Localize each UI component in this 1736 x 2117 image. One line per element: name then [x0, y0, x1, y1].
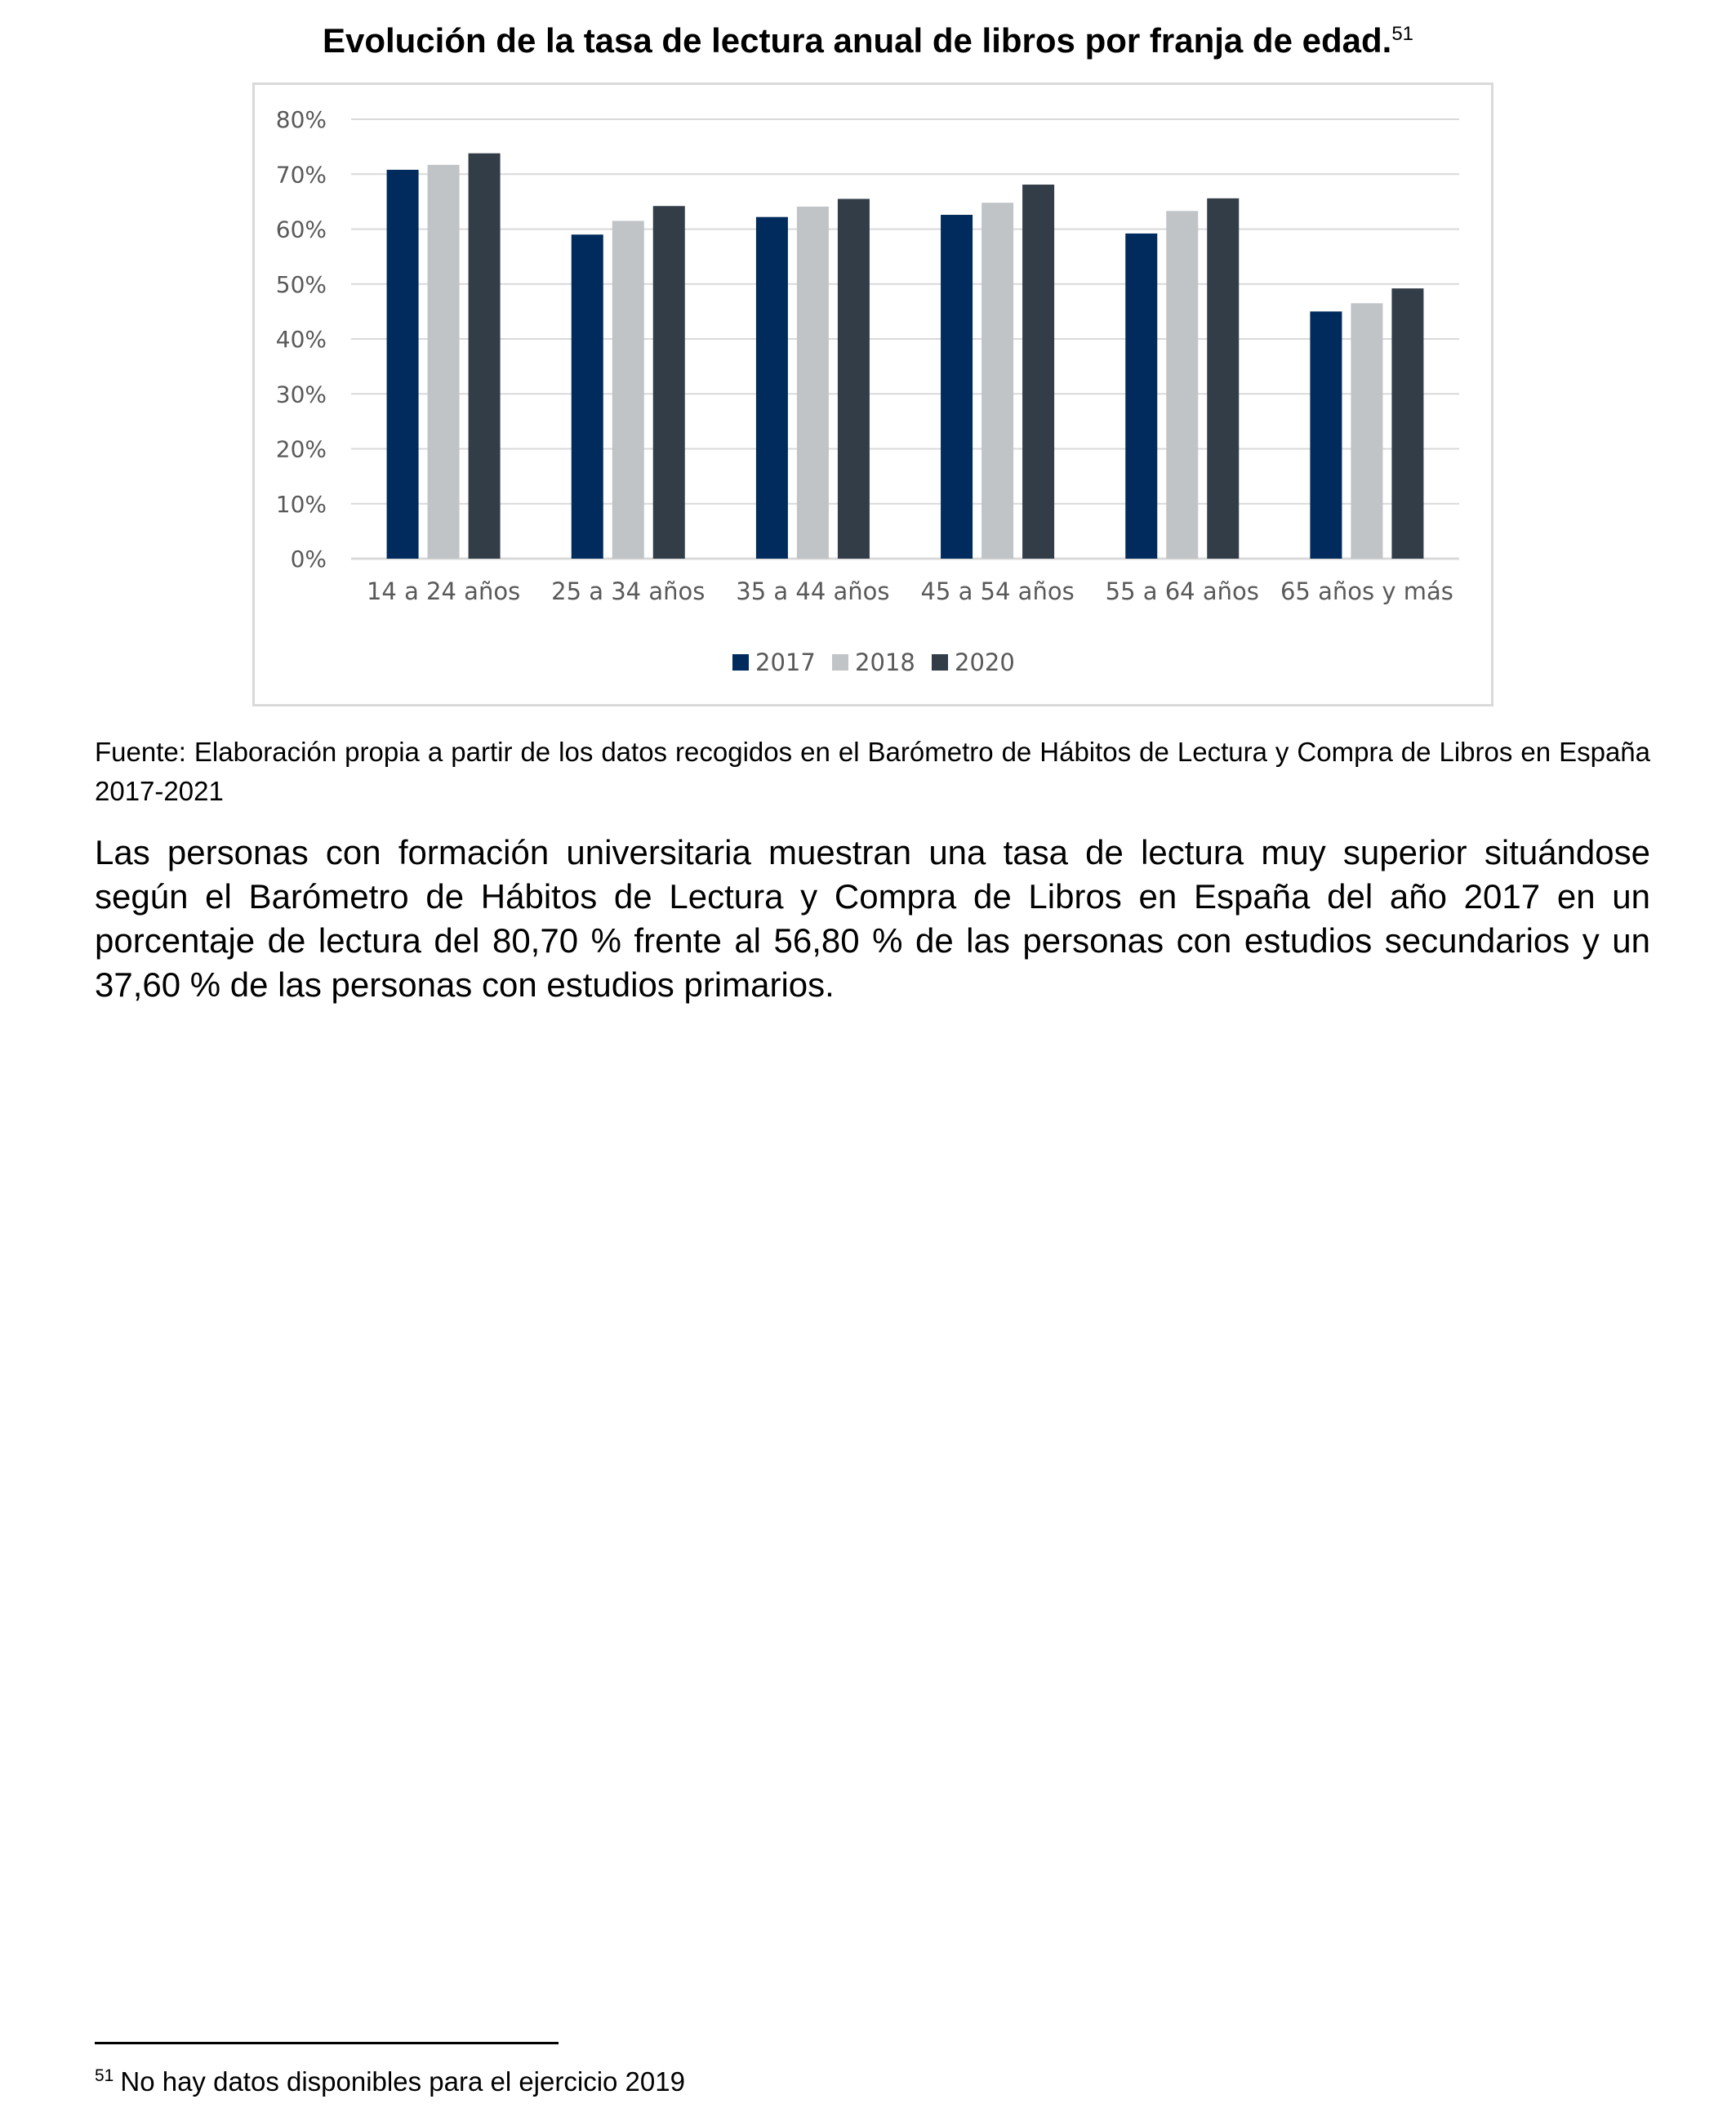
x-tick-label: 25 a 34 años — [551, 577, 706, 605]
body-paragraph: Las personas con formación universitaria muestran una tasa de lectura muy superior situándose según el Barómetro de Hábitos de Lectura y Compra de Libros en España del año 2017 en un porcentaje de lectura del 80,70 % frente al 56,80 % de las personas con estudios secundarios y un 37,60 % de las personas con estudios primarios. — [95, 833, 1650, 1004]
x-tick-label: 45 a 54 años — [920, 577, 1075, 605]
bar — [1022, 185, 1054, 559]
y-tick-label: 60% — [275, 216, 327, 243]
footnote-separator — [95, 2042, 559, 2044]
legend-swatch — [832, 654, 848, 671]
legend-swatch — [732, 654, 749, 671]
chart-title-footnote-ref[interactable]: 51 — [1391, 23, 1414, 45]
y-tick-label: 80% — [275, 106, 327, 133]
bar — [1125, 234, 1157, 559]
bar — [1207, 198, 1239, 559]
footnote — [95, 2058, 685, 2100]
x-tick-label: 65 años y más — [1280, 577, 1453, 605]
bar — [653, 206, 685, 559]
bar — [756, 217, 788, 559]
bar — [982, 203, 1013, 559]
bar — [838, 199, 870, 559]
bar — [469, 154, 501, 559]
bar — [1310, 311, 1342, 559]
x-tick-label: 14 a 24 años — [366, 577, 521, 605]
y-tick-label: 20% — [275, 435, 327, 463]
bar — [797, 207, 829, 559]
x-tick-label: 55 a 64 años — [1105, 577, 1259, 605]
bar — [612, 221, 644, 559]
y-tick-label: 0% — [290, 546, 327, 573]
footnote-number: 51 — [95, 2066, 114, 2085]
y-tick-label: 40% — [275, 326, 327, 353]
chart-title — [0, 11, 1736, 64]
bar — [1351, 303, 1382, 559]
legend-label: 2020 — [955, 648, 1015, 676]
bar — [387, 170, 419, 559]
bar — [428, 165, 460, 559]
y-tick-label: 70% — [275, 161, 327, 189]
bar — [572, 234, 603, 559]
bar — [1391, 288, 1423, 559]
y-tick-label: 10% — [275, 490, 327, 518]
legend-label: 2017 — [755, 648, 816, 676]
y-tick-label: 30% — [275, 381, 327, 408]
bar — [1166, 211, 1198, 559]
bar — [941, 215, 973, 559]
chart-title-text: Evolución de la tasa de lectura anual de libros por franja de edad. — [322, 21, 1392, 60]
chart-frame — [252, 82, 1493, 706]
y-tick-label: 50% — [275, 270, 327, 298]
source-note: Fuente: Elaboración propia a partir de los datos recogidos en el Barómetro de Hábitos de Lectura y Compra de Libros en España 2017-2021 — [95, 737, 1650, 806]
legend-swatch — [932, 654, 948, 671]
x-tick-label: 35 a 44 años — [736, 577, 890, 605]
bar-chart — [255, 85, 1491, 704]
footnote-text: No hay datos disponibles para el ejercicio 2019 — [120, 2066, 685, 2097]
legend-label: 2018 — [855, 648, 915, 676]
